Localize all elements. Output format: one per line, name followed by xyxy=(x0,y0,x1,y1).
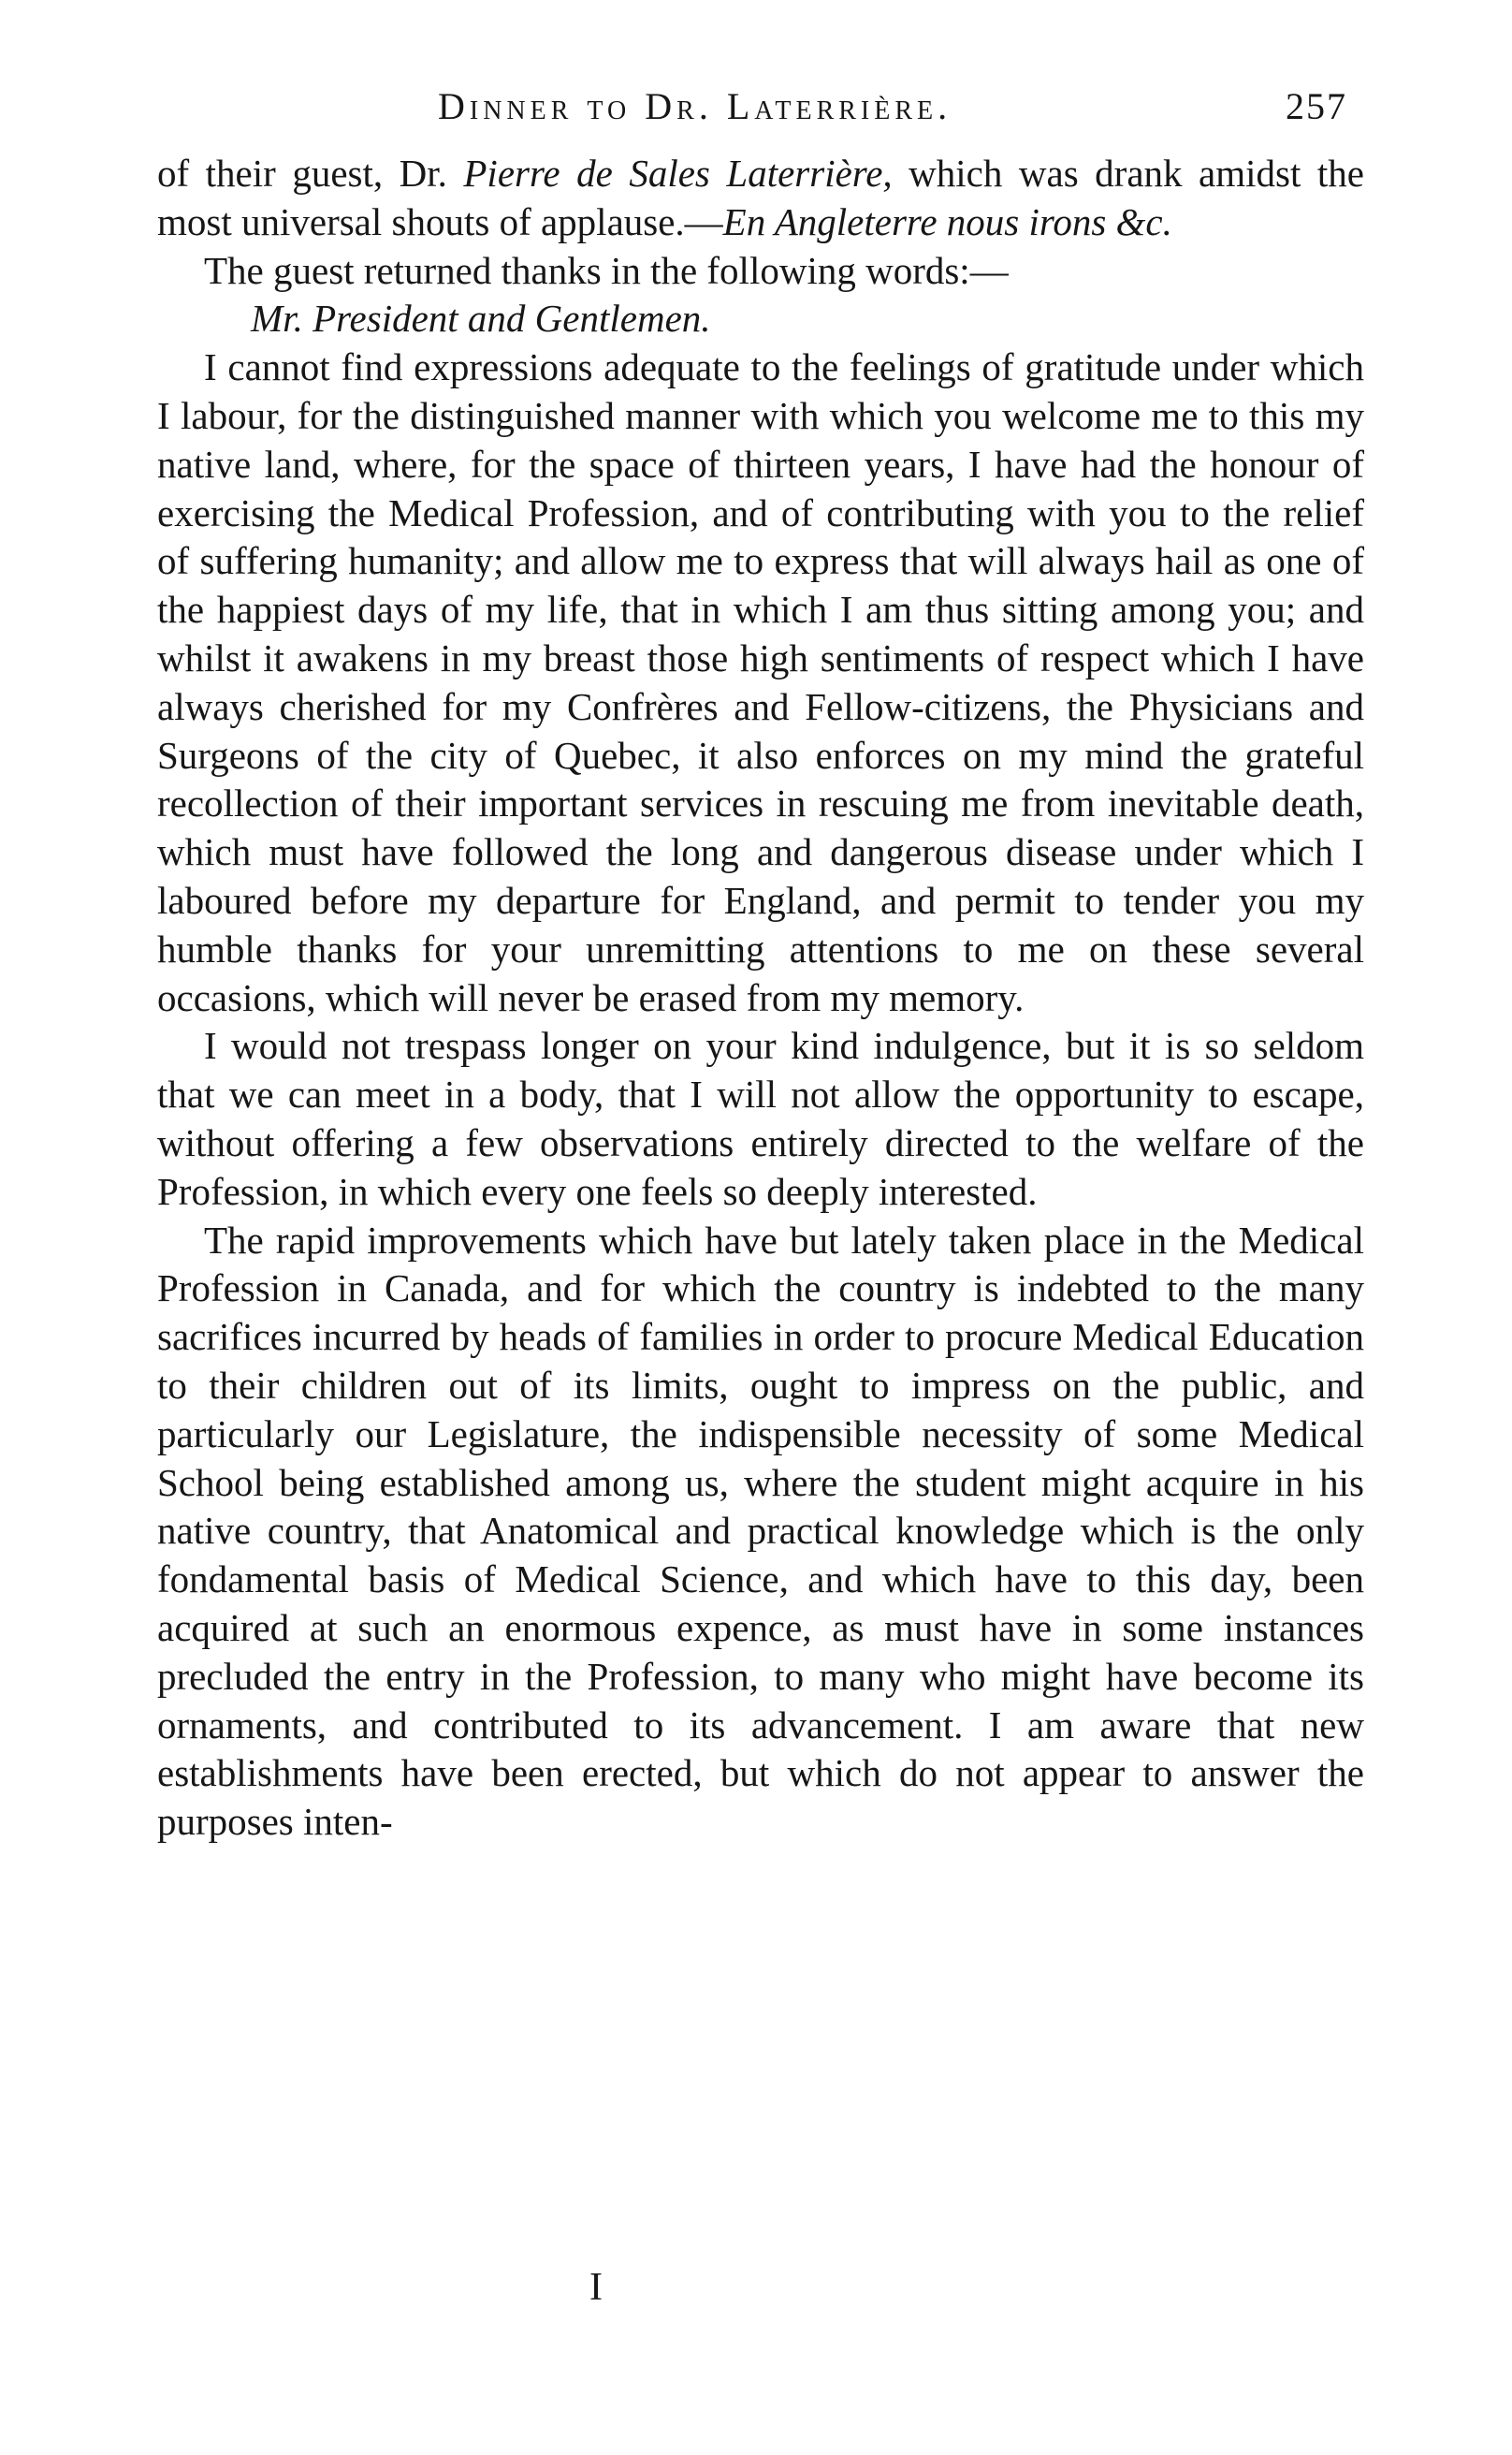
running-head xyxy=(157,84,1364,150)
toast-text-1: of their guest, Dr. xyxy=(157,152,464,195)
song-quote: En Angleterre nous irons &c. xyxy=(722,199,1172,243)
body-text xyxy=(157,150,1364,1847)
paragraph-speech-observations: I would not trespass longer on your kind indulgence, but it is so seldom that we can meet in a body, that I will not allow the opportunity to escape, without offering a few observations entirely directed to the welfare of the Profession, in which every one feels so deeply interested. xyxy=(157,1024,1364,1213)
page-number: 257 xyxy=(1286,85,1347,127)
paragraph-guest-reply-intro: The guest returned thanks in the following words:— xyxy=(204,248,1009,292)
running-title: Dinner to Dr. Laterrière. xyxy=(438,85,952,127)
paragraph-speech-gratitude: I cannot find expressions adequate to the feelings of gratitude under which I labour, for the distinguished manner with which you welcome me to this my native land, where, for the space of thirteen years, I have had the honour of exercising the Medical Profession, and of contributing with you to the relief of suffering humanity; and allow me to express that will always hail as one of the happiest days of my life, that in which I am thus sitting among you; and whilst it awakens in my breast those high sentiments of respect which I have always cherished for my Confrères and Fellow-citizens, the Physicians and Surgeons of the city of Quebec, it also enforces on my mind the grateful recollection of their important services in rescuing me from inevitable death, which must have followed the long and dangerous disease under which I laboured before my departure for England, and permit to tender you my humble thanks for your unremitting attentions to me on these several occasions, which will never be erased from my memory. xyxy=(157,345,1364,1019)
book-page xyxy=(157,84,1364,1847)
signature-mark: I xyxy=(589,2266,603,2309)
guest-name: Pierre de Sales Laterrière, xyxy=(463,152,893,195)
paragraph-speech-medical-school: The rapid improvements which have but lately taken place in the Medical Profession in Canada, and for which the country is indebted to the many sacrifices incurred by heads of families in order to procure Medical Education to their children out of its limits, ought to impress on the public, and particularly our Legislature, the indispensible necessity of some Medical School being established among us, where the student might acquire in his native country, that Anatomical and practical knowledge which is the only fondamental basis of Medical Science, and which have to this day, been acquired at such an enormous expence, as must have in some instances precluded the entry in the Profession, to many who might have become its ornaments, and contributed to its advancement. I am aware that new establishments have been erected, but which do not appear to answer the purposes inten- xyxy=(157,1218,1364,1844)
toast-text-2: which was drank amidst the most universal shouts of applause.— xyxy=(157,152,1364,243)
paragraph-toast-conclusion xyxy=(157,150,1364,247)
salutation: Mr. President and Gentlemen. xyxy=(251,297,711,341)
